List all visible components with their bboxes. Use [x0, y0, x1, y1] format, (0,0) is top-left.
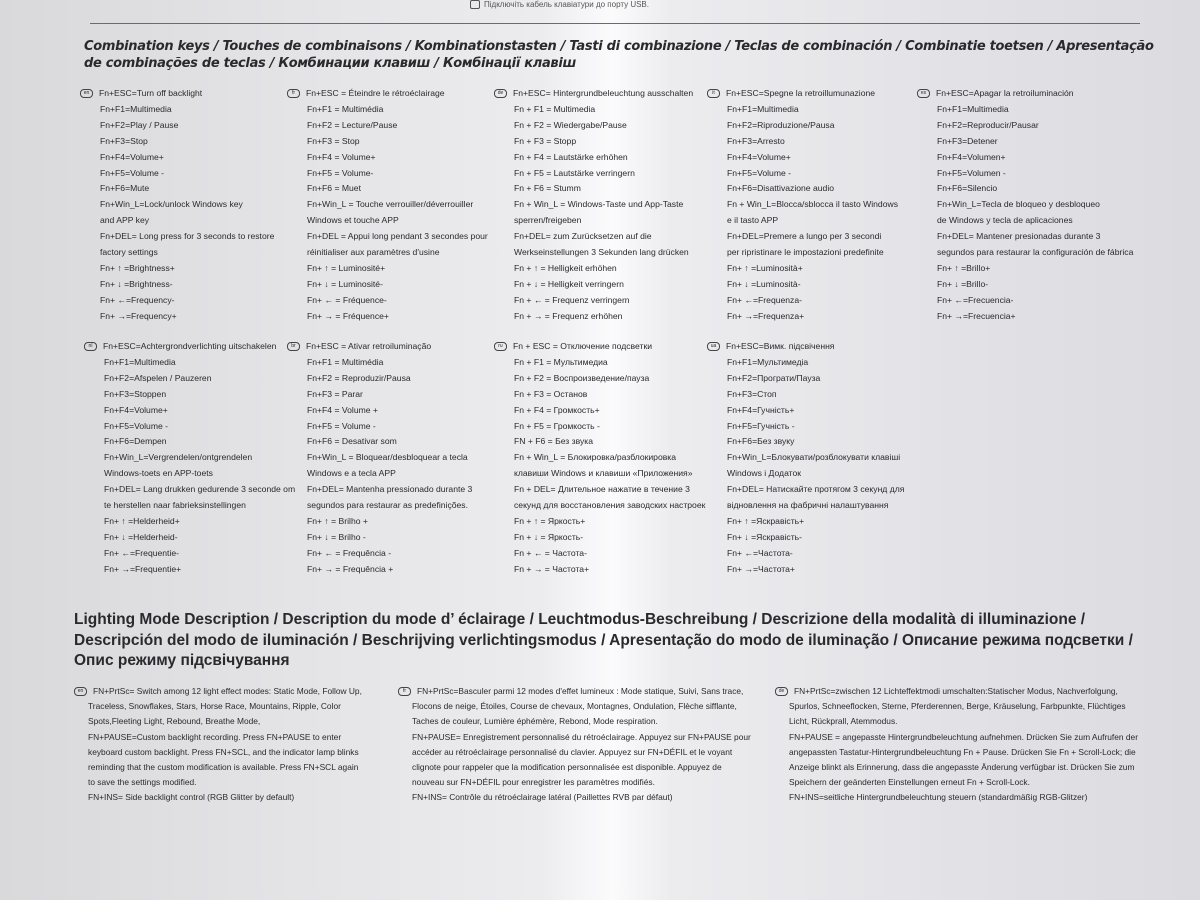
combination-block-es [917, 86, 1133, 325]
key-combination-line: Fn+ ↑ =Brillo+ [937, 262, 991, 273]
lighting-line: Licht, Rückprall, Atemmodus. [789, 716, 898, 727]
key-combination-line [494, 86, 693, 102]
language-badge-icon: ua [707, 342, 720, 351]
key-combination-line: Fn+F3=Arresto [727, 135, 785, 146]
key-combination-text: Fn+ESC = Ativar retroiluminação [306, 341, 432, 351]
key-combination-line: Fn+F5 = Volume - [307, 420, 376, 431]
key-combination-line: Fn + → = Частота+ [514, 563, 590, 574]
lighting-line: Taches de couleur, Lumière éphémère, Rebond, Mode respiration. [412, 716, 658, 727]
key-combination-line: Fn+F6=Mute [100, 183, 150, 194]
key-combination-line: Fn + DEL= Длительное нажатие в течение 3 [514, 484, 690, 495]
key-combination-line: Fn+F2=Afspelen / Pauzeren [104, 372, 212, 383]
combination-block-nl [84, 339, 295, 578]
divider [90, 23, 1140, 24]
key-combination-line: Fn+DEL = Appui long pendant 3 secondes pour [307, 231, 488, 242]
key-combination-line: Fn+ →=Частота+ [727, 563, 795, 574]
key-combination-line: e il tasto APP [727, 215, 779, 226]
key-combination-line: FN + F6 = Без звука [514, 436, 593, 447]
key-combination-line: Fn+F6 = Desativar som [307, 436, 397, 447]
key-combination-line [287, 339, 472, 355]
lighting-line: accéder au rétroéclairage personnalisé du clavier. Appuyez sur FN+DÉFIL et le voyant [412, 746, 733, 757]
lighting-line: Spurlos, Schneeflocken, Sterne, Pferderennen, Berge, Kräuselung, Farbpunkte, Flüchtiges [789, 701, 1126, 712]
key-combination-line: Fn+ ↓ =Brightness- [100, 278, 173, 289]
usb-note-text: Підключіть кабель клавіатури до порту USB. [484, 0, 649, 9]
key-combination-line: Fn + F6 = Stumm [514, 183, 581, 194]
key-combination-line: Fn+F3=Стоп [727, 388, 777, 399]
key-combination-line: Fn+F5=Volume - [104, 420, 169, 431]
key-combination-line: Fn+ →=Frecuencia+ [937, 310, 1016, 321]
key-combination-line: Fn+ ↓ =Luminosità- [727, 278, 801, 289]
key-combination-line: Fn+F6=Disattivazione audio [727, 183, 835, 194]
key-combination-line: Windows і Додаток [727, 468, 802, 479]
key-combination-line: Fn+ →=Frequency+ [100, 310, 177, 321]
combination-block-ru [494, 339, 705, 578]
key-combination-line: Windows e a tecla APP [307, 468, 396, 479]
key-combination-line [707, 86, 898, 102]
key-combination-line: Fn + ← = Частота- [514, 547, 587, 558]
key-combination-line [84, 339, 295, 355]
lighting-text: FN+PrtSc=Basculer parmi 12 modes d'effet lumineux : Mode statique, Suivi, Sans trace, [417, 686, 744, 696]
language-badge-icon: en [80, 89, 93, 98]
lighting-line: FN+INS= Side backlight control (RGB Glitter by default) [88, 792, 295, 803]
lighting-line: reminding that the custom modification is available. Press FN+SCL again [88, 762, 359, 773]
key-combination-text: Fn+ESC= Hintergrundbeleuchtung ausschalten [513, 88, 694, 98]
key-combination-line: Fn+ ↓ =Яскравість- [727, 531, 803, 542]
key-combination-line: Fn+ ←=Frequenza- [727, 294, 802, 305]
key-combination-line: Fn+ → = Frequência + [307, 563, 394, 574]
key-combination-line: відновлення на фабричні налаштування [727, 500, 889, 511]
lighting-line: Speichern der geänderten Einstellungen erneut Fn + Scroll-Lock. [789, 777, 1030, 788]
language-badge-icon: en [74, 687, 87, 696]
key-combination-line: de Windows y tecla de aplicaciones [937, 215, 1073, 226]
key-combination-line: Fn+F2=Програти/Пауза [727, 372, 821, 383]
combination-block-fr [287, 86, 488, 325]
lighting-line: FN+INS= Contrôle du rétroéclairage latéral (Paillettes RVB par défaut) [412, 792, 673, 803]
key-combination-line: Fn+F3 = Stop [307, 135, 360, 146]
key-combination-line: Fn+Win_L=Блокувати/розблокувати клавіші [727, 452, 901, 463]
key-combination-line [707, 339, 904, 355]
language-badge-icon: fr [398, 687, 411, 696]
key-combination-line: Fn+ → = Fréquence+ [307, 310, 389, 321]
key-combination-text: Fn + ESC = Отключение подсветки [513, 341, 653, 351]
key-combination-text: Fn+ESC=Apagar la retroiluminación [936, 88, 1074, 98]
key-combination-line: Fn+F4=Volume+ [104, 404, 168, 415]
lighting-line: to save the settings modified. [88, 777, 197, 788]
key-combination-line [917, 86, 1133, 102]
key-combination-line: te herstellen naar fabrieksinstellingen [104, 500, 246, 511]
language-badge-icon: nl [84, 342, 97, 351]
combination-block-de [494, 86, 693, 325]
key-combination-line: Fn+ ←=Frecuencia- [937, 294, 1014, 305]
key-combination-line: секунд для восстановления заводских настроек [514, 500, 706, 511]
key-combination-line: Fn+ →=Frequentie+ [104, 563, 182, 574]
key-combination-line: segundos para restaurar as predefinições. [307, 500, 468, 511]
language-badge-icon: it [707, 89, 720, 98]
key-combination-line: Fn+DEL= Натискайте протягом 3 секунд для [727, 484, 905, 495]
key-combination-line: Fn+F1 = Multimédia [307, 356, 384, 367]
key-combination-line: Fn+ ↑ =Helderheid+ [104, 515, 180, 526]
key-combination-line: Fn+F2=Riproduzione/Pausa [727, 119, 835, 130]
key-combination-line: Fn+F1 = Multimédia [307, 103, 384, 114]
key-combination-line: Fn + F5 = Lautstärke verringern [514, 167, 635, 178]
language-badge-icon: ru [494, 342, 507, 351]
key-combination-text: Fn+ESC=Вимк. підсвічення [726, 341, 835, 351]
combination-keys-title: Combination keys / Touches de combinaisons / Kombinationstasten / Tasti di combinazione / Teclas de combinación / Combinatie toetsen / Apresentação de combinações de teclas / Комбинации клавиш / Комбінації клавіш [84, 39, 1154, 71]
key-combination-line: Fn + → = Frequenz erhöhen [514, 310, 623, 321]
key-combination-line: Fn+F6=Silencio [937, 183, 998, 194]
lighting-line: Anzeige blinkt als Erinnerung, dass die angepasste Änderung verfügbar ist. Drücken Sie zum [789, 762, 1135, 773]
key-combination-line: Fn+F1=Мультимедіа [727, 356, 809, 367]
key-combination-line: Fn+F3 = Parar [307, 388, 363, 399]
key-combination-line: Fn + F2 = Воспроизведение/пауза [514, 372, 650, 383]
lighting-line [74, 684, 394, 699]
key-combination-line: Fn + Win_L = Блокировка/разблокировка [514, 452, 677, 463]
key-combination-line: Fn+F4=Volume+ [100, 151, 164, 162]
key-combination-line: Fn + F3 = Stopp [514, 135, 577, 146]
lighting-line [398, 684, 778, 699]
key-combination-line: Fn+ ← = Fréquence- [307, 294, 387, 305]
key-combination-line: Fn+ ← = Frequência - [307, 547, 392, 558]
key-combination-line: Fn+ ↑ = Brilho + [307, 515, 368, 526]
lighting-line [775, 684, 1155, 699]
lighting-block-en [74, 684, 394, 806]
key-combination-line: Fn+F6 = Muet [307, 183, 361, 194]
key-combination-line: Fn+F5=Volume - [100, 167, 165, 178]
key-combination-line: Fn+F4=Volume+ [727, 151, 791, 162]
key-combination-text: Fn+ESC=Turn off backlight [99, 88, 203, 98]
key-combination-text: Fn+ESC=Achtergrondverlichting uitschakelen [103, 341, 277, 351]
key-combination-line: Fn+DEL= Mantenha pressionado durante 3 [307, 484, 473, 495]
key-combination-line: Fn+F1=Multimedia [727, 103, 799, 114]
key-combination-line: Fn+ ↑ =Brightness+ [100, 262, 175, 273]
key-combination-line: Fn+ ↓ = Luminosité- [307, 278, 383, 289]
key-combination-line: Fn+F1=Multimedia [104, 356, 176, 367]
key-combination-line: Fn + ↓ = Яркость- [514, 531, 584, 542]
key-combination-line: segundos para restaurar la configuración de fábrica [937, 247, 1134, 258]
key-combination-line: Fn+DEL=Premere a lungo per 3 secondi [727, 231, 882, 242]
key-combination-line: Fn+ ←=Frequency- [100, 294, 175, 305]
key-combination-line: Fn+F4 = Volume + [307, 404, 378, 415]
key-combination-line: Fn+Win_L = Bloquear/desbloquear a tecla [307, 452, 468, 463]
key-combination-line [80, 86, 274, 102]
language-badge-icon: fr [287, 89, 300, 98]
lighting-line: FN+PAUSE=Custom backlight recording. Press FN+PAUSE to enter [88, 731, 342, 742]
key-combination-line: Fn+F3=Stop [100, 135, 148, 146]
key-combination-line: Fn+F4 = Volume+ [307, 151, 376, 162]
key-combination-line: Fn + F3 = Останов [514, 388, 588, 399]
lighting-block-de [775, 684, 1155, 806]
key-combination-line: Fn+F3=Detener [937, 135, 998, 146]
usb-note [470, 0, 649, 9]
key-combination-line: per ripristinare le impostazioni predefinite [727, 247, 884, 258]
key-combination-line: Fn+Win_L=Lock/unlock Windows key [100, 199, 243, 210]
key-combination-line: Werkseinstellungen 3 Sekunden lang drücken [514, 247, 689, 258]
usb-icon [470, 0, 480, 9]
lighting-line: nouveau sur FN+DÉFIL pour enregistrer les paramètres modifiés. [412, 777, 655, 788]
key-combination-line: sperren/freigeben [514, 215, 582, 226]
key-combination-line: Fn+ ↑ =Luminosità+ [727, 262, 803, 273]
key-combination-line: Fn+ →=Frequenza+ [727, 310, 805, 321]
key-combination-line: Fn+DEL= Long press for 3 seconds to restore [100, 231, 275, 242]
key-combination-line: factory settings [100, 247, 158, 258]
lighting-line: Traceless, Snowflakes, Stars, Horse Race, Mountains, Ripple, Color [88, 701, 341, 712]
key-combination-line: Fn+Win_L = Touche verrouiller/déverrouiller [307, 199, 474, 210]
key-combination-line: Fn + F5 = Громкость - [514, 420, 600, 431]
lighting-text: FN+PrtSc= Switch among 12 light effect modes: Static Mode, Follow Up, [93, 686, 362, 696]
key-combination-line: Fn+F2=Reproducir/Pausar [937, 119, 1039, 130]
key-combination-line: Fn+F6=Dempen [104, 436, 167, 447]
key-combination-line: Fn+F5=Volume - [727, 167, 792, 178]
key-combination-line: Windows-toets en APP-toets [104, 468, 213, 479]
lighting-line: angepassten Tastatur-Hintergrundbeleuchtung Fn + Pause. Drücken Sie Fn + Scroll-Lock; die [789, 746, 1136, 757]
key-combination-line: Fn+DEL= zum Zurücksetzen auf die [514, 231, 652, 242]
key-combination-line: Fn + ↑ = Яркость+ [514, 515, 586, 526]
key-combination-line: Fn+F1=Multimedia [937, 103, 1009, 114]
key-combination-line: Fn+ ↓ =Brillo- [937, 278, 989, 289]
key-combination-line: Fn + Win_L=Blocca/sblocca il tasto Windows [727, 199, 898, 210]
key-combination-line: Fn+F2 = Lecture/Pause [307, 119, 398, 130]
key-combination-line: Fn+F5=Гучність - [727, 420, 795, 431]
key-combination-line: Fn+ ↓ = Brilho - [307, 531, 366, 542]
key-combination-line: Fn+ ↓ =Helderheid- [104, 531, 178, 542]
combination-block-en [80, 86, 274, 325]
key-combination-line: Fn+ ↑ = Luminosité+ [307, 262, 386, 273]
key-combination-line: Fn+Win_L=Tecla de bloqueo y desbloqueo [937, 199, 1100, 210]
key-combination-line: Fn+Win_L=Vergrendelen/ontgrendelen [104, 452, 253, 463]
lighting-line: Spots,Fleeting Light, Rebound, Breathe Mode, [88, 716, 261, 727]
lighting-line: FN+PAUSE = angepasste Hintergrundbeleuchtung aufnehmen. Drücken Sie zum Aufrufen der [789, 731, 1139, 742]
key-combination-line: Fn + Win_L = Windows-Taste und App-Taste [514, 199, 684, 210]
key-combination-line: Fn + F1 = Мультимедиа [514, 356, 608, 367]
language-badge-icon: de [775, 687, 788, 696]
key-combination-line: Fn+F4=Гучність+ [727, 404, 795, 415]
key-combination-text: Fn+ESC = Éteindre le rétroéclairage [306, 88, 445, 98]
key-combination-line: Fn+ ←=Frequentie- [104, 547, 179, 558]
key-combination-line: Fn+F2 = Reproduzir/Pausa [307, 372, 411, 383]
key-combination-line: Fn+F2=Play / Pause [100, 119, 179, 130]
lighting-line: FN+PAUSE= Enregistrement personnalisé du rétroéclairage. Appuyez sur FN+PAUSE pour [412, 731, 751, 742]
key-combination-line: Fn + F4 = Громкость+ [514, 404, 600, 415]
key-combination-line [494, 339, 705, 355]
combination-block-br [287, 339, 472, 578]
key-combination-line: клавиши Windows и клавиши «Приложения» [514, 468, 693, 479]
key-combination-line [287, 86, 488, 102]
combination-block-ua [707, 339, 904, 578]
key-combination-line: Fn+F5=Volumen - [937, 167, 1006, 178]
lighting-block-fr [398, 684, 778, 806]
lighting-text: FN+PrtSc=zwischen 12 Lichteffektmodi umschalten:Statischer Modus, Nachverfolgung, [794, 686, 1118, 696]
key-combination-line: Fn + F1 = Multimedia [514, 103, 596, 114]
key-combination-line: Fn+DEL= Lang drukken gedurende 3 seconde om [104, 484, 296, 495]
key-combination-line: and APP key [100, 215, 150, 226]
key-combination-line: réinitialiser aux paramètres d'usine [307, 247, 440, 258]
lighting-line: clignote pour rappeler que la modification personnalisée est disponible. Appuyez de [412, 762, 722, 773]
key-combination-line: Fn + F2 = Wiedergabe/Pause [514, 119, 627, 130]
language-badge-icon: es [917, 89, 930, 98]
key-combination-line: Fn+DEL= Mantener presionadas durante 3 [937, 231, 1101, 242]
key-combination-line: Fn+F6=Без звуку [727, 436, 795, 447]
key-combination-line: Fn + F4 = Lautstärke erhöhen [514, 151, 628, 162]
lighting-line: Flocons de neige, Étoiles, Course de chevaux, Montagnes, Ondulation, Flèche sifflante, [412, 701, 737, 712]
key-combination-line: Fn+ ↑ =Яскравість+ [727, 515, 805, 526]
key-combination-line: Fn+F4=Volumen+ [937, 151, 1006, 162]
language-badge-icon: de [494, 89, 507, 98]
key-combination-line: Fn+ ←=Частота- [727, 547, 793, 558]
key-combination-text: Fn+ESC=Spegne la retroillumunazione [726, 88, 876, 98]
language-badge-icon: br [287, 342, 300, 351]
key-combination-line: Fn + ↑ = Helligkeit erhöhen [514, 262, 617, 273]
lighting-mode-title: Lighting Mode Description / Description du mode d’ éclairage / Leuchtmodus-Beschreibung / Descrizione della modalità di illuminazione / Descripción del modo de iluminación / Beschrijving verlichtingsmodus / Apresentação do modo de iluminação / Описание режима подсветки / Опис режиму підсвічування [74, 611, 1133, 669]
key-combination-line: Windows et touche APP [307, 215, 399, 226]
key-combination-line: Fn+F3=Stoppen [104, 388, 167, 399]
combination-block-it [707, 86, 898, 325]
key-combination-line: Fn + ← = Frequenz verringern [514, 294, 630, 305]
key-combination-line: Fn+F5 = Volume- [307, 167, 374, 178]
key-combination-line: Fn+F1=Multimedia [100, 103, 172, 114]
key-combination-line: Fn + ↓ = Helligkeit verringern [514, 278, 624, 289]
lighting-line: keyboard custom backlight. Press FN+SCL, and the indicator lamp blinks [88, 746, 359, 757]
lighting-line: FN+INS=seitliche Hintergrundbeleuchtung steuern (standardmäßig RGB-Glitzer) [789, 792, 1088, 803]
